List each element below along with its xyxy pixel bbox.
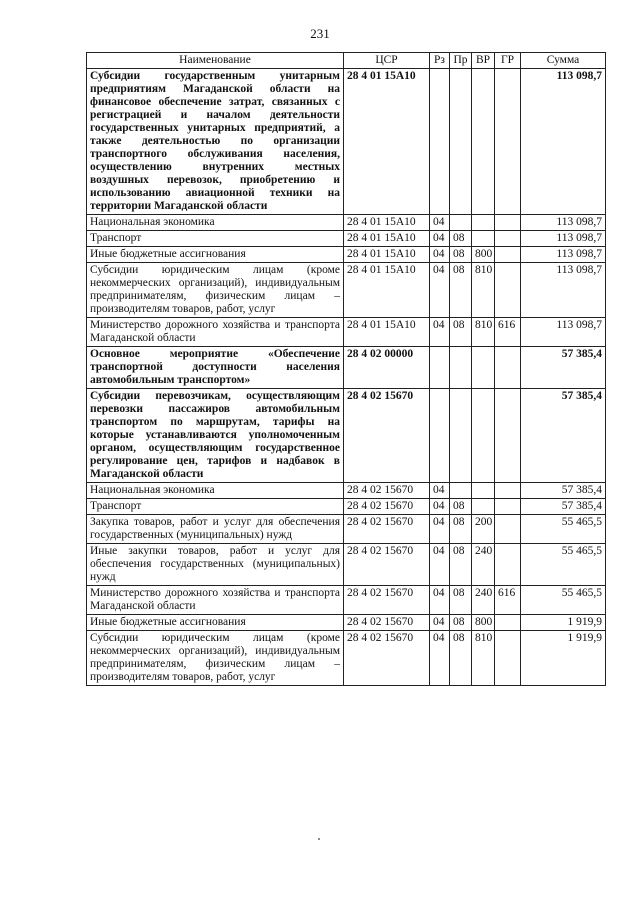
cell-sum: 1 919,9 — [521, 615, 606, 631]
cell-csr: 28 4 01 15А10 — [344, 69, 430, 215]
table-row — [87, 499, 606, 515]
cell-sum: 113 098,7 — [521, 69, 606, 215]
cell-sum: 55 465,5 — [521, 544, 606, 586]
cell-csr: 28 4 02 15670 — [344, 615, 430, 631]
cell-name: Транспорт — [87, 231, 344, 247]
table-row — [87, 389, 606, 483]
cell-pr: 08 — [450, 631, 472, 686]
cell-rz — [430, 347, 450, 389]
cell-csr: 28 4 02 15670 — [344, 586, 430, 615]
budget-table — [86, 52, 606, 686]
cell-sum: 113 098,7 — [521, 263, 606, 318]
cell-gr — [495, 631, 521, 686]
cell-name: Национальная экономика — [87, 215, 344, 231]
table-row — [87, 247, 606, 263]
table-header-row — [87, 53, 606, 69]
cell-sum: 55 465,5 — [521, 586, 606, 615]
cell-name: Закупка товаров, работ и услуг для обеспечения государственных (муниципальных) нужд — [87, 515, 344, 544]
cell-rz: 04 — [430, 544, 450, 586]
cell-name: Субсидии юридическим лицам (кроме некоммерческих организаций), индивидуальным предпринимателям, физическим лицам – производителям товаров, работ, услуг — [87, 263, 344, 318]
cell-gr — [495, 247, 521, 263]
header-csr: ЦСР — [344, 53, 430, 69]
cell-name: Министерство дорожного хозяйства и транспорта Магаданской области — [87, 318, 344, 347]
cell-rz: 04 — [430, 483, 450, 499]
table-row — [87, 347, 606, 389]
cell-csr: 28 4 02 15670 — [344, 515, 430, 544]
cell-rz: 04 — [430, 247, 450, 263]
cell-pr: 08 — [450, 615, 472, 631]
cell-vr — [472, 389, 495, 483]
cell-sum: 113 098,7 — [521, 318, 606, 347]
cell-sum: 57 385,4 — [521, 389, 606, 483]
cell-gr — [495, 347, 521, 389]
cell-sum: 113 098,7 — [521, 231, 606, 247]
cell-csr: 28 4 01 15А10 — [344, 215, 430, 231]
cell-name: Иные бюджетные ассигнования — [87, 247, 344, 263]
table-row — [87, 318, 606, 347]
cell-csr: 28 4 01 15А10 — [344, 263, 430, 318]
cell-csr: 28 4 01 15А10 — [344, 247, 430, 263]
cell-csr: 28 4 02 15670 — [344, 483, 430, 499]
cell-pr — [450, 215, 472, 231]
header-pr: Пр — [450, 53, 472, 69]
cell-gr — [495, 544, 521, 586]
cell-sum: 57 385,4 — [521, 347, 606, 389]
cell-vr: 800 — [472, 247, 495, 263]
cell-rz: 04 — [430, 231, 450, 247]
cell-csr: 28 4 02 00000 — [344, 347, 430, 389]
cell-vr — [472, 499, 495, 515]
cell-csr: 28 4 01 15А10 — [344, 318, 430, 347]
cell-sum: 1 919,9 — [521, 631, 606, 686]
cell-sum: 113 098,7 — [521, 247, 606, 263]
scan-speck — [318, 838, 320, 840]
table-row — [87, 483, 606, 499]
table-body — [87, 69, 606, 686]
cell-pr — [450, 347, 472, 389]
table-row — [87, 263, 606, 318]
cell-pr: 08 — [450, 586, 472, 615]
table-row — [87, 69, 606, 215]
header-sum: Сумма — [521, 53, 606, 69]
table-row — [87, 215, 606, 231]
cell-gr — [495, 499, 521, 515]
cell-vr: 240 — [472, 586, 495, 615]
cell-rz — [430, 69, 450, 215]
cell-name: Основное мероприятие «Обеспечение транспортной доступности населения автомобильным транспортом» — [87, 347, 344, 389]
cell-gr — [495, 69, 521, 215]
cell-name: Субсидии государственным унитарным предприятиям Магаданской области на финансовое обеспечение затрат, связанных с регистрацией и началом деятельности государственных унитарных предприятий, а также деятельностью по организации транспортного обслуживания населения, осуществлению внутренних местных воздушных перевозок, приобретению и использованию авиационной техники на территории Магаданской области — [87, 69, 344, 215]
page-number: 231 — [310, 26, 330, 41]
cell-name: Транспорт — [87, 499, 344, 515]
cell-sum: 113 098,7 — [521, 215, 606, 231]
cell-vr — [472, 347, 495, 389]
cell-csr: 28 4 02 15670 — [344, 499, 430, 515]
cell-gr — [495, 483, 521, 499]
cell-csr: 28 4 02 15670 — [344, 389, 430, 483]
cell-gr — [495, 215, 521, 231]
cell-name: Министерство дорожного хозяйства и транспорта Магаданской области — [87, 586, 344, 615]
cell-sum: 57 385,4 — [521, 499, 606, 515]
cell-vr: 240 — [472, 544, 495, 586]
cell-gr — [495, 389, 521, 483]
cell-gr — [495, 515, 521, 544]
cell-rz: 04 — [430, 586, 450, 615]
table-row — [87, 586, 606, 615]
cell-name: Иные бюджетные ассигнования — [87, 615, 344, 631]
cell-csr: 28 4 02 15670 — [344, 544, 430, 586]
cell-name: Субсидии юридическим лицам (кроме некоммерческих организаций), индивидуальным предпринимателям, физическим лицам – производителям товаров, работ, услуг — [87, 631, 344, 686]
cell-vr — [472, 69, 495, 215]
cell-vr: 810 — [472, 318, 495, 347]
table-row — [87, 515, 606, 544]
table-row — [87, 231, 606, 247]
cell-vr — [472, 215, 495, 231]
header-name: Наименование — [87, 53, 344, 69]
cell-pr — [450, 389, 472, 483]
cell-rz — [430, 389, 450, 483]
header-vr: ВР — [472, 53, 495, 69]
cell-pr — [450, 483, 472, 499]
cell-vr — [472, 231, 495, 247]
cell-pr: 08 — [450, 263, 472, 318]
cell-vr: 810 — [472, 631, 495, 686]
cell-gr — [495, 263, 521, 318]
table-row — [87, 615, 606, 631]
header-rz: Рз — [430, 53, 450, 69]
cell-gr — [495, 615, 521, 631]
cell-vr: 810 — [472, 263, 495, 318]
cell-rz: 04 — [430, 615, 450, 631]
cell-gr — [495, 231, 521, 247]
cell-name: Субсидии перевозчикам, осуществляющим перевозки пассажиров автомобильным транспортом по маршрутам, тарифы на которые устанавливаются уполномоченным органом, осуществляющим государственное регулирование цен, тарифов и надбавок в Магаданской области — [87, 389, 344, 483]
cell-csr: 28 4 01 15А10 — [344, 231, 430, 247]
cell-pr — [450, 69, 472, 215]
cell-rz: 04 — [430, 631, 450, 686]
cell-pr: 08 — [450, 318, 472, 347]
cell-rz: 04 — [430, 263, 450, 318]
cell-name: Иные закупки товаров, работ и услуг для обеспечения государственных (муниципальных) нужд — [87, 544, 344, 586]
cell-gr: 616 — [495, 318, 521, 347]
cell-vr: 800 — [472, 615, 495, 631]
table-row — [87, 631, 606, 686]
cell-pr: 08 — [450, 544, 472, 586]
cell-sum: 57 385,4 — [521, 483, 606, 499]
cell-rz: 04 — [430, 215, 450, 231]
table-row — [87, 544, 606, 586]
cell-pr: 08 — [450, 231, 472, 247]
cell-rz: 04 — [430, 515, 450, 544]
cell-pr: 08 — [450, 499, 472, 515]
cell-pr: 08 — [450, 247, 472, 263]
cell-name: Национальная экономика — [87, 483, 344, 499]
cell-vr — [472, 483, 495, 499]
cell-gr: 616 — [495, 586, 521, 615]
cell-sum: 55 465,5 — [521, 515, 606, 544]
cell-vr: 200 — [472, 515, 495, 544]
header-gr: ГР — [495, 53, 521, 69]
cell-rz: 04 — [430, 499, 450, 515]
cell-pr: 08 — [450, 515, 472, 544]
cell-rz: 04 — [430, 318, 450, 347]
cell-csr: 28 4 02 15670 — [344, 631, 430, 686]
